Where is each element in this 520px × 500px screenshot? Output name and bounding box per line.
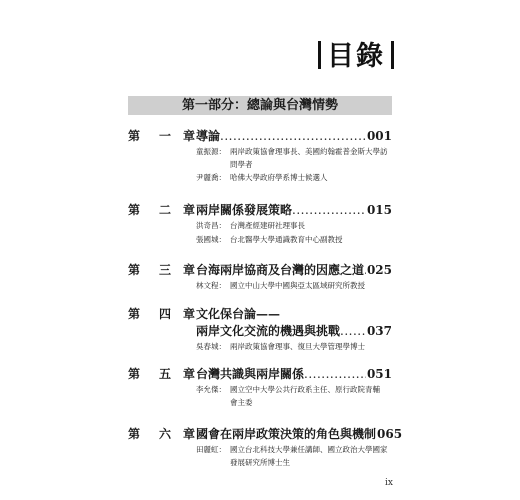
chapter-number: 第 一	[128, 129, 171, 143]
chapter-page: 015	[366, 203, 392, 217]
author-name: 林文程：	[196, 281, 226, 290]
chapter-number: 第 四	[128, 307, 171, 321]
chapter-zhang: 章	[183, 427, 196, 441]
chapter-title-line[interactable]	[196, 128, 392, 145]
leader-dots	[340, 323, 366, 340]
chapter-subtitle-line[interactable]	[196, 323, 392, 340]
author-name: 李允傑：	[196, 385, 226, 394]
author-desc: 台北醫學大學通識教育中心副教授	[230, 234, 343, 244]
author-name: 童振源：	[196, 147, 226, 156]
author-line	[196, 341, 392, 354]
chapter-page: 001	[366, 129, 392, 143]
author-name: 田麗虹：	[196, 445, 226, 454]
chapter-number: 第 三	[128, 263, 171, 277]
author-desc: 台灣產經建研社理事長	[230, 221, 305, 230]
author-line	[196, 384, 392, 409]
toc-title-text: 目錄	[327, 41, 385, 72]
chapter-zhang: 章	[183, 203, 196, 217]
author-line	[196, 280, 392, 293]
author-name: 吳春城：	[196, 342, 226, 351]
chapter-zhang: 章	[183, 367, 196, 381]
chapter-title-line[interactable]	[196, 202, 392, 219]
title-right-bar	[391, 41, 394, 69]
chapter-page: 037	[366, 324, 392, 338]
author-line	[196, 220, 392, 233]
chapter-entry-2[interactable]	[128, 202, 392, 246]
chapter-title-line[interactable]	[196, 262, 392, 279]
author-desc: 兩岸政策協會理事長、美國約翰霍普金斯大學訪問學者	[230, 147, 388, 169]
chapter-page: 051	[366, 367, 392, 381]
author-name: 張國城：	[196, 234, 226, 244]
chapter-title[interactable]: 文化保台論——	[196, 307, 281, 321]
chapter-entry-3[interactable]	[128, 262, 392, 293]
chapter-zhang: 章	[183, 307, 196, 321]
chapter-number: 第 二	[128, 203, 171, 217]
part-heading: 第一部分：總論與台灣情勢	[128, 96, 392, 115]
author-line	[196, 146, 392, 171]
author-line	[196, 172, 392, 185]
chapter-entry-1[interactable]	[128, 128, 392, 185]
leader-dots	[220, 128, 366, 145]
chapter-number: 第 五	[128, 367, 171, 381]
toc-title	[318, 34, 394, 73]
chapter-title[interactable]: 兩岸關係發展策略	[196, 203, 293, 217]
author-desc: 國立台北科技大學兼任講師、國立政治大學國家發展研究所博士生	[230, 445, 388, 467]
chapter-title-line[interactable]	[196, 426, 403, 443]
chapter-title[interactable]: 台灣共識與兩岸關係	[196, 367, 305, 381]
chapter-title-line[interactable]	[196, 306, 392, 323]
author-desc: 哈佛大學政府學系博士候選人	[230, 173, 328, 182]
chapter-entry-6[interactable]	[128, 426, 403, 469]
chapter-number: 第 六	[128, 427, 171, 441]
leader-dots	[304, 366, 366, 383]
author-line	[196, 234, 392, 247]
chapter-title-line[interactable]	[196, 366, 392, 383]
author-desc: 國立中山大學中國與亞太區域研究所教授	[230, 281, 365, 290]
author-desc: 兩岸政策協會理事、復旦大學管理學博士	[230, 342, 365, 351]
chapter-zhang: 章	[183, 129, 196, 143]
page-number: ix	[385, 478, 393, 488]
chapter-title[interactable]: 導論	[196, 129, 221, 143]
author-desc: 國立空中大學公共行政系主任、原行政院青輔會主委	[230, 385, 380, 407]
chapter-entry-5[interactable]	[128, 366, 392, 409]
chapter-entry-4[interactable]	[128, 306, 392, 354]
author-name: 洪奇昌：	[196, 221, 226, 230]
chapter-title[interactable]: 台海兩岸協商及台灣的因應之道	[196, 263, 365, 277]
author-name: 尹麗喬：	[196, 173, 226, 182]
chapter-zhang: 章	[183, 263, 196, 277]
author-line	[196, 444, 392, 469]
chapter-page: 025	[366, 263, 392, 277]
chapter-title[interactable]: 國會在兩岸政策決策的角色與機制	[196, 427, 377, 441]
chapter-page: 065	[377, 427, 403, 441]
chapter-subtitle[interactable]: 兩岸文化交流的機遇與挑戰	[196, 324, 341, 338]
leader-dots	[292, 202, 366, 219]
